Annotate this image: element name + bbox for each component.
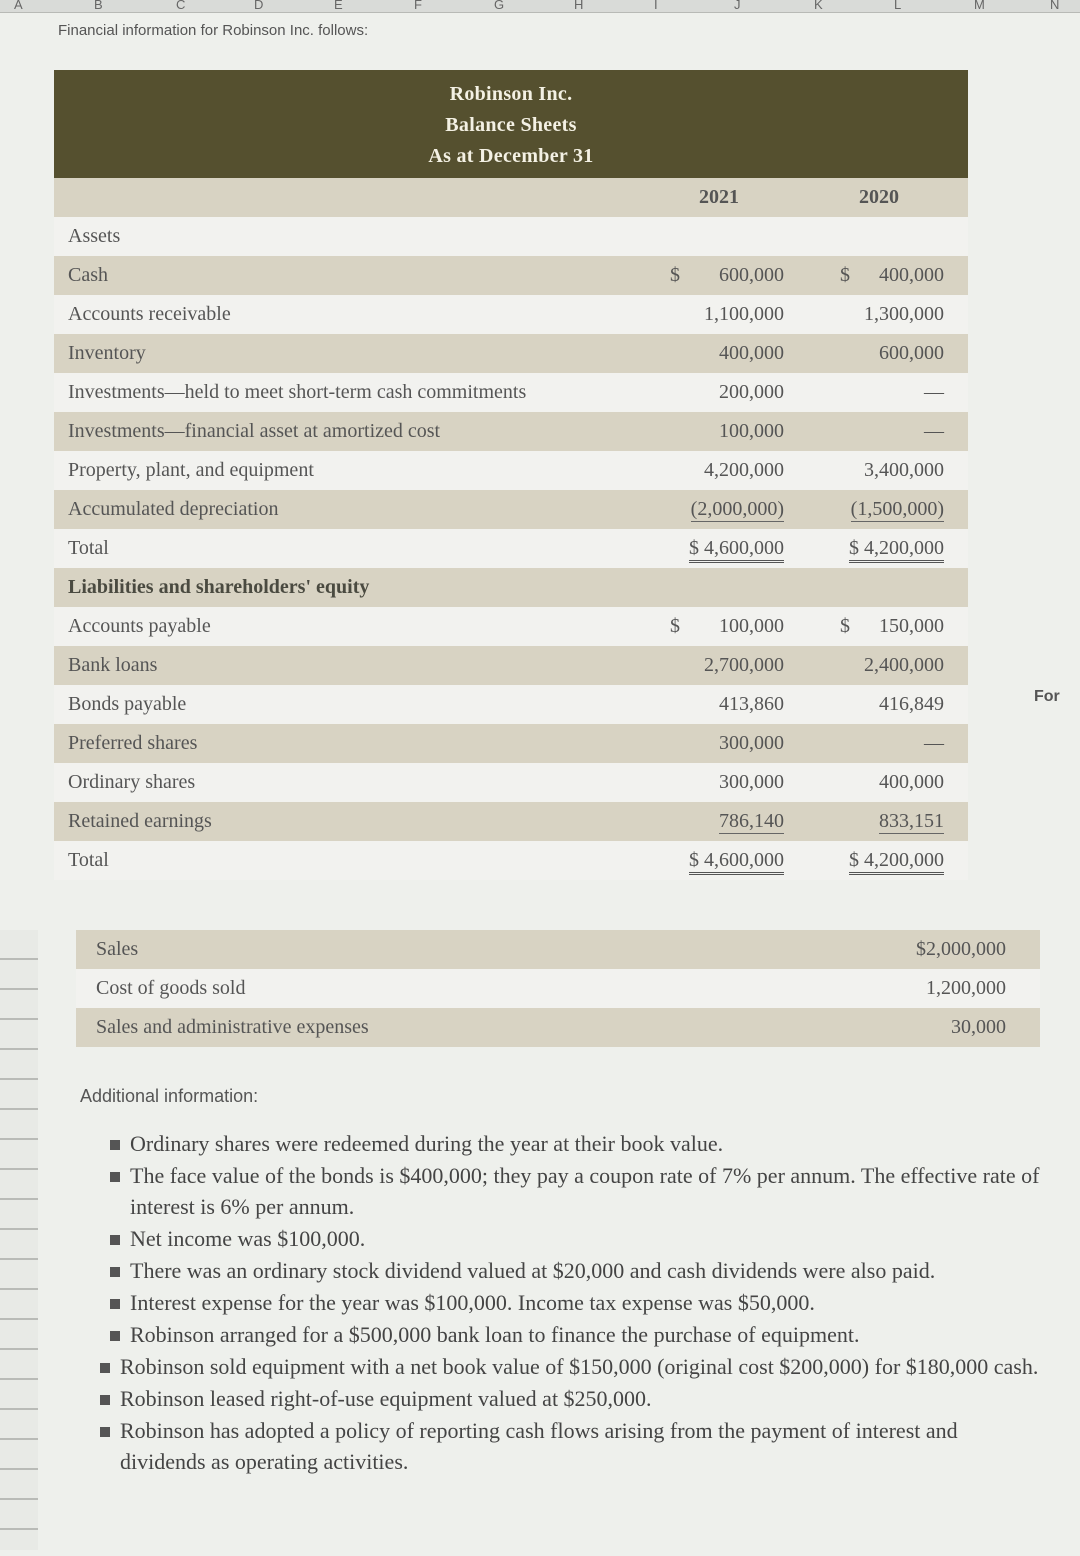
value-2020: 400,000	[879, 264, 944, 286]
list-item	[98, 1383, 1048, 1414]
statement-title: Balance Sheets	[445, 114, 577, 136]
value-2020: 600,000	[879, 342, 944, 364]
row-label: Investments—held to meet short-term cash commitments	[68, 381, 527, 403]
table-row	[54, 373, 968, 412]
column-header-e[interactable]: E	[334, 0, 343, 12]
year-header-row	[54, 178, 968, 217]
row-label: Total	[68, 537, 109, 559]
value-2021: 4,200,000	[704, 459, 784, 481]
table-row	[54, 451, 968, 490]
spreadsheet-column-headers	[0, 0, 1080, 13]
row-label: Cash	[68, 264, 108, 286]
row-label: Total	[68, 849, 109, 871]
row-value: 1,200,000	[926, 977, 1006, 999]
truncated-side-text: For	[1034, 688, 1060, 705]
row-label: Preferred shares	[68, 732, 198, 754]
value-2021: 100,000	[719, 615, 784, 637]
column-header-j[interactable]: J	[734, 0, 741, 12]
square-bullet-icon	[110, 1331, 120, 1341]
list-item-text: Robinson leased right-of-use equipment valued at $250,000.	[120, 1386, 652, 1411]
list-item	[108, 1319, 1048, 1350]
square-bullet-icon	[100, 1427, 110, 1437]
table-row	[54, 724, 968, 763]
list-item-text: Interest expense for the year was $100,000. Income tax expense was $50,000.	[130, 1290, 815, 1315]
row-label: Sales	[96, 938, 139, 960]
row-label: Bonds payable	[68, 693, 187, 715]
table-row	[54, 685, 968, 724]
value-2020: —	[924, 732, 944, 754]
row-label: Retained earnings	[68, 810, 212, 832]
row-label: Ordinary shares	[68, 771, 196, 793]
table-row	[76, 969, 1040, 1008]
value-2020: 2,400,000	[864, 654, 944, 676]
value-2021: 2,700,000	[704, 654, 784, 676]
value-2020: (1,500,000)	[850, 498, 944, 520]
square-bullet-icon	[110, 1172, 120, 1182]
row-label: Accounts receivable	[68, 303, 231, 325]
value-2021: 600,000	[719, 264, 784, 286]
value-2020: —	[924, 420, 944, 442]
liabilities-total-row	[54, 841, 968, 880]
square-bullet-icon	[110, 1235, 120, 1245]
list-item-text: Net income was $100,000.	[130, 1226, 366, 1251]
column-header-b[interactable]: B	[94, 0, 103, 12]
list-item-text: Robinson sold equipment with a net book value of $150,000 (original cost $200,000) for $180,000 cash.	[120, 1354, 1039, 1379]
row-value: 30,000	[951, 1016, 1006, 1038]
value-2020: 400,000	[879, 771, 944, 793]
row-label: Bank loans	[68, 654, 158, 676]
value-2021: 1,100,000	[704, 303, 784, 325]
row-label: Accumulated depreciation	[68, 498, 279, 520]
balance-sheet-header	[54, 70, 968, 178]
list-item	[108, 1128, 1048, 1159]
table-row	[54, 607, 968, 646]
value-2021: 200,000	[719, 381, 784, 403]
total-2021: $ 4,600,000	[689, 849, 784, 875]
row-label: Property, plant, and equipment	[68, 459, 314, 481]
list-item-text: The face value of the bonds is $400,000; they pay a coupon rate of 7% per annum. The effective rate of interest is 6% per annum.	[130, 1163, 1040, 1219]
square-bullet-icon	[100, 1363, 110, 1373]
year-2020-header: 2020	[859, 186, 899, 208]
square-bullet-icon	[110, 1140, 120, 1150]
row-label: Sales and administrative expenses	[96, 1016, 369, 1038]
list-item-text: There was an ordinary stock dividend valued at $20,000 and cash dividends were also paid.	[130, 1258, 936, 1283]
value-2021: 786,140	[719, 810, 784, 832]
table-row	[54, 295, 968, 334]
value-2021: (2,000,000)	[690, 498, 784, 520]
assets-heading-row	[54, 217, 968, 256]
column-header-f[interactable]: F	[414, 0, 422, 12]
liabilities-heading-row	[54, 568, 968, 607]
list-item-text: Robinson has adopted a policy of reporting cash flows arising from the payment of interest and dividends as operating activities.	[120, 1418, 958, 1474]
statement-date: As at December 31	[428, 145, 594, 167]
value-2021: 400,000	[719, 342, 784, 364]
table-row	[54, 646, 968, 685]
table-row	[76, 1008, 1040, 1047]
dollar-sign: $	[840, 264, 850, 286]
square-bullet-icon	[100, 1395, 110, 1405]
value-2021: 300,000	[719, 771, 784, 793]
list-item	[108, 1223, 1048, 1254]
list-item-text: Robinson arranged for a $500,000 bank loan to finance the purchase of equipment.	[130, 1322, 860, 1347]
row-value: $2,000,000	[916, 938, 1006, 960]
list-item	[98, 1351, 1048, 1382]
square-bullet-icon	[110, 1299, 120, 1309]
company-name: Robinson Inc.	[449, 83, 573, 105]
total-2021: $ 4,600,000	[689, 537, 784, 563]
square-bullet-icon	[110, 1267, 120, 1277]
row-label: Inventory	[68, 342, 146, 364]
total-2020: $ 4,200,000	[849, 849, 944, 875]
value-2020: 3,400,000	[864, 459, 944, 481]
dollar-sign: $	[840, 615, 850, 637]
list-item-text: Ordinary shares were redeemed during the year at their book value.	[130, 1131, 724, 1156]
assets-heading: Assets	[68, 225, 121, 247]
value-2020: 416,849	[879, 693, 944, 715]
column-header-a[interactable]: A	[14, 0, 23, 12]
list-item	[108, 1287, 1048, 1318]
table-row	[76, 930, 1040, 969]
column-header-d[interactable]: D	[254, 0, 264, 12]
column-header-l[interactable]: L	[894, 0, 902, 12]
spreadsheet-row-gridlines	[0, 930, 38, 1550]
value-2021: 300,000	[719, 732, 784, 754]
list-item	[98, 1415, 1048, 1477]
list-item	[108, 1255, 1048, 1286]
row-label: Investments—financial asset at amortized cost	[68, 420, 441, 442]
additional-info-title: Additional information:	[80, 1086, 259, 1106]
column-header-c[interactable]: C	[176, 0, 186, 12]
table-row	[54, 802, 968, 841]
value-2020: —	[924, 381, 944, 403]
liabilities-heading: Liabilities and shareholders' equity	[68, 576, 370, 598]
value-2020: 1,300,000	[864, 303, 944, 325]
column-header-g[interactable]: G	[494, 0, 505, 12]
table-row	[54, 334, 968, 373]
row-label: Cost of goods sold	[96, 977, 246, 999]
year-2021-header: 2021	[699, 186, 739, 208]
value-2020: 150,000	[879, 615, 944, 637]
column-header-i[interactable]: I	[654, 0, 658, 12]
intro-text: Financial information for Robinson Inc. follows:	[58, 22, 369, 39]
table-row	[54, 412, 968, 451]
table-row	[54, 490, 968, 529]
value-2020: 833,151	[879, 810, 944, 832]
balance-sheet-table	[54, 178, 968, 880]
list-item	[108, 1160, 1048, 1222]
assets-total-row	[54, 529, 968, 568]
table-row	[54, 256, 968, 295]
column-header-n[interactable]: N	[1050, 0, 1060, 12]
column-header-h[interactable]: H	[574, 0, 584, 12]
total-2020: $ 4,200,000	[849, 537, 944, 563]
additional-info-list	[108, 1128, 1048, 1478]
column-header-k[interactable]: K	[814, 0, 823, 12]
dollar-sign: $	[670, 615, 680, 637]
column-header-m[interactable]: M	[974, 0, 985, 12]
value-2021: 413,860	[719, 693, 784, 715]
income-statement-table	[76, 930, 1040, 1047]
value-2021: 100,000	[719, 420, 784, 442]
table-row	[54, 763, 968, 802]
row-label: Accounts payable	[68, 615, 211, 637]
dollar-sign: $	[670, 264, 680, 286]
